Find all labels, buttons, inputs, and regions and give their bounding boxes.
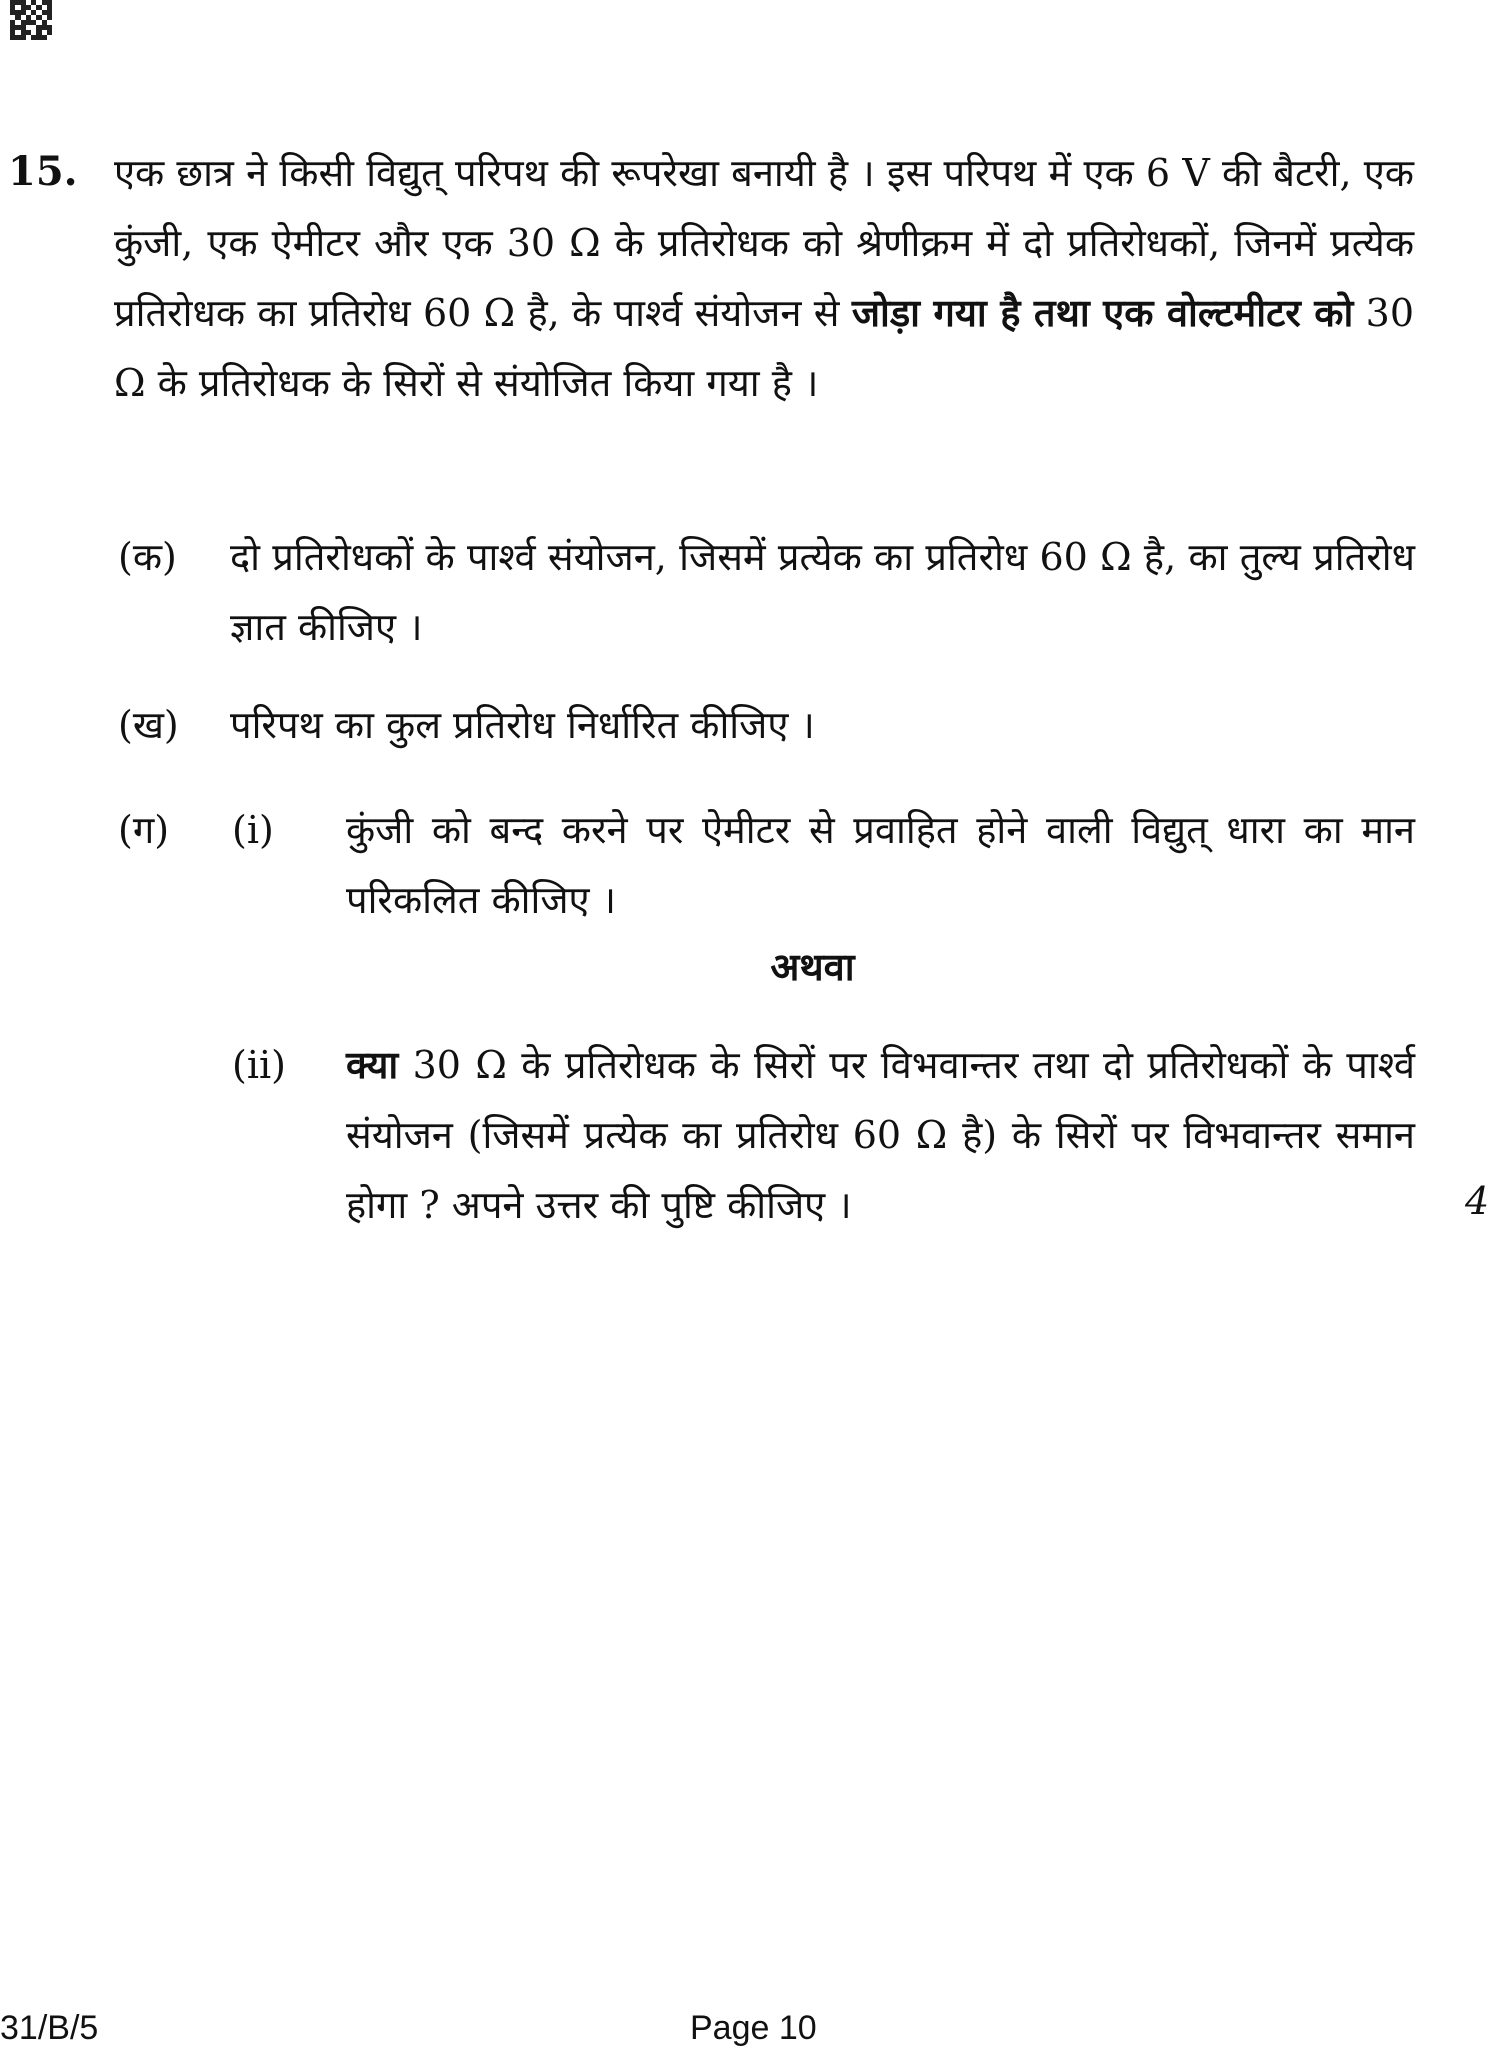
question-number: 15. [8, 148, 78, 195]
part-g-ii-label: (ii) [232, 1043, 286, 1087]
or-separator: अथवा [770, 944, 855, 989]
part-kh-label: (ख) [118, 703, 179, 747]
stem-text-1: एक छात्र ने किसी विद्युत् परिपथ की रूपरेखा बनायी है । इस परिपथ में एक 6 V की बैटरी, एक कुंजी, एक ऐमीटर और एक 30 Ω के प्रतिरोधक को श्रेणीक्रम में दो प्रतिरोधकों, जिनमें प्रत्येक प्रतिरोधक का प्रतिरोध 60 Ω है, के पार्श्व संयोजन से [114, 151, 1414, 335]
part-kh-text: परिपथ का कुल प्रतिरोध निर्धारित कीजिए । [230, 703, 815, 747]
part-g-i-text: कुंजी को बन्द करने पर ऐमीटर से प्रवाहित होने वाली विद्युत् धारा का मान परिकलित कीजिए । [346, 808, 1415, 922]
question-stem [114, 138, 1414, 418]
part-g-ii-body: 30 Ω के प्रतिरोधक के सिरों पर विभवान्तर तथा दो प्रतिरोधकों के पार्श्व संयोजन (जिसमें प्रत्येक का प्रतिरोध 60 Ω है) के सिरों पर विभवान्तर समान होगा ? अपने उत्तर की पुष्टि कीजिए । [346, 1043, 1415, 1227]
part-k-label: (क) [118, 535, 177, 579]
part-k-text: दो प्रतिरोधकों के पार्श्व संयोजन, जिसमें प्रत्येक का प्रतिरोध 60 Ω है, का तुल्य प्रतिरोध ज्ञात कीजिए । [230, 535, 1415, 649]
part-g-label: (ग) [118, 808, 170, 852]
question-marks: 4 [1465, 1179, 1490, 1223]
stem-text-2: 30 Ω के प्रतिरोधक के सिरों से संयोजित किया गया है । [114, 291, 1414, 405]
page-number: Page 10 [690, 2009, 817, 2047]
part-g-ii-text [346, 1030, 1415, 1240]
part-g-ii-bold: क्या [346, 1042, 399, 1087]
qr-code-icon [10, 0, 52, 40]
stem-bold-text: जोड़ा गया है तथा एक वोल्टमीटर को [851, 290, 1354, 335]
part-g-i-label: (i) [232, 808, 274, 852]
paper-code: 31/B/5 [0, 2009, 99, 2047]
